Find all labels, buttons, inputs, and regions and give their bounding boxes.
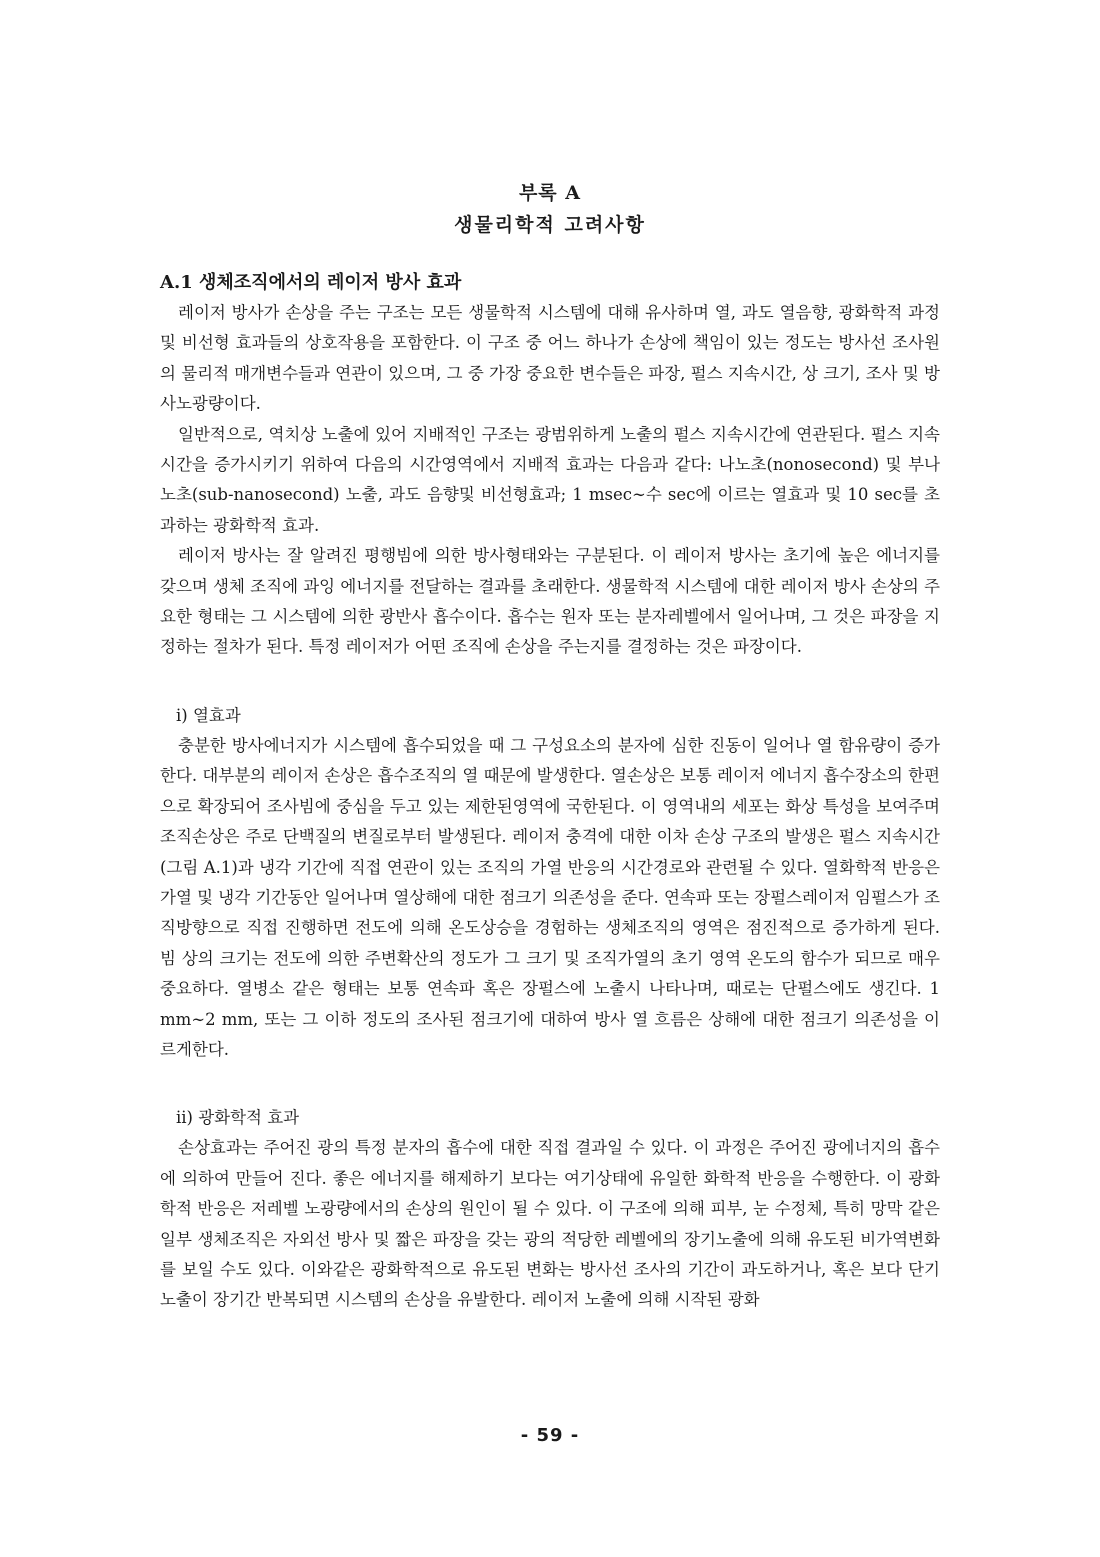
- section-spacer: [160, 1065, 940, 1103]
- document-body: [160, 268, 940, 1316]
- paragraph: 레이저 방사가 손상을 주는 구조는 모든 생물학적 시스템에 대해 유사하며 열, 과도 열음향, 광화학적 과정 및 비선형 효과들의 상호작용을 포함한다. 이 구조 중 어느 하나가 손상에 책임이 있는 정도는 방사선 조사원의 물리적 매개변수들과 연관이 있으며, 그 중 가장 중요한 변수들은 파장, 펄스 지속시간, 상 크기, 조사 및 방사노광량이다.: [160, 303, 940, 414]
- paragraph: 손상효과는 주어진 광의 특정 분자의 흡수에 대한 직접 결과일 수 있다. 이 과정은 주어진 광에너지의 흡수에 의하여 만들어 진다. 좋은 에너지를 해제하기 보다는 여기상태에 유일한 화학적 반응을 수행한다. 이 광화학적 반응은 저레벨 노광량에서의 손상의 원인이 될 수 있다. 이 구조에 의해 피부, 눈 수정체, 특히 망막 같은 일부 생체조직은 자외선 방사 및 짧은 파장을 갖는 광의 적당한 레벨에의 장기노출에 의해 유도된 비가역변화를 보일 수도 있다. 이와같은 광화학적으로 유도된 변화는 방사선 조사의 기간이 과도하거나, 혹은 보다 단기 노출이 장기간 반복되면 시스템의 손상을 유발한다. 레이저 노출에 의해 시작된 광화: [160, 1138, 940, 1310]
- page-number: - 59 -: [520, 1425, 580, 1446]
- appendix-title: 생물리학적 고려사항: [454, 214, 646, 236]
- subsection-heading-thermal: i) 열효과: [176, 705, 241, 725]
- section-heading-a1: A.1 생체조직에서의 레이저 방사 효과: [160, 272, 462, 293]
- appendix-label: 부록 A: [518, 182, 582, 204]
- subsection-heading-photochemical: ii) 광화학적 효과: [176, 1108, 300, 1128]
- section-spacer: [160, 663, 940, 701]
- paragraph: 레이저 방사는 잘 알려진 평행빔에 의한 방사형태와는 구분된다. 이 레이저 방사는 초기에 높은 에너지를 갖으며 생체 조직에 과잉 에너지를 전달하는 결과를 초래한다. 생물학적 시스템에 대한 레이저 방사 손상의 주요한 형태는 그 시스템에 의한 광반사 흡수이다. 흡수는 원자 또는 분자레벨에서 일어나며, 그 것은 파장을 지정하는 절차가 된다. 특정 레이저가 어떤 조직에 손상을 주는지를 결정하는 것은 파장이다.: [160, 546, 940, 657]
- paragraph: 충분한 방사에너지가 시스템에 흡수되었을 때 그 구성요소의 분자에 심한 진동이 일어나 열 함유량이 증가한다. 대부분의 레이저 손상은 흡수조직의 열 때문에 발생한다. 열손상은 보통 레이저 에너지 흡수장소의 한편으로 확장되어 조사빔에 중심을 두고 있는 제한된영역에 국한된다. 이 영역내의 세포는 화상 특성을 보여주며 조직손상은 주로 단백질의 변질로부터 발생된다. 레이저 충격에 대한 이차 손상 구조의 발생은 펄스 지속시간(그림 A.1)과 냉각 기간에 직접 연관이 있는 조직의 가열 반응의 시간경로와 관련될 수 있다. 열화학적 반응은 가열 및 냉각 기간동안 일어나며 열상해에 대한 점크기 의존성을 준다. 연속파 또는 장펄스레이저 임펄스가 조직방향으로 직접 진행하면 전도에 의해 온도상승을 경험하는 생체조직의 영역은 점진적으로 증가하게 된다. 빔 상의 크기는 전도에 의한 주변확산의 정도가 그 크기 및 조직가열의 초기 영역 온도의 함수가 되므로 매우 중요하다. 열병소 같은 형태는 보통 연속파 혹은 장펄스에 노출시 나타나며, 때로는 단펄스에도 생긴다. 1 mm∼2 mm, 또는 그 이하 정도의 조사된 점크기에 대하여 방사 열 흐름은 상해에 대한 점크기 의존성을 이르게한다.: [160, 735, 940, 1059]
- paragraph: 일반적으로, 역치상 노출에 있어 지배적인 구조는 광범위하게 노출의 펄스 지속시간에 연관된다. 펄스 지속시간을 증가시키기 위하여 다음의 시간영역에서 지배적 효과는 다음과 같다: 나노초(nonosecond) 및 부나노초(sub-nanosecond) 노출, 과도 음향및 비선형효과; 1 msec∼수 sec에 이르는 열효과 및 10 sec를 초과하는 광화학적 효과.: [160, 424, 940, 535]
